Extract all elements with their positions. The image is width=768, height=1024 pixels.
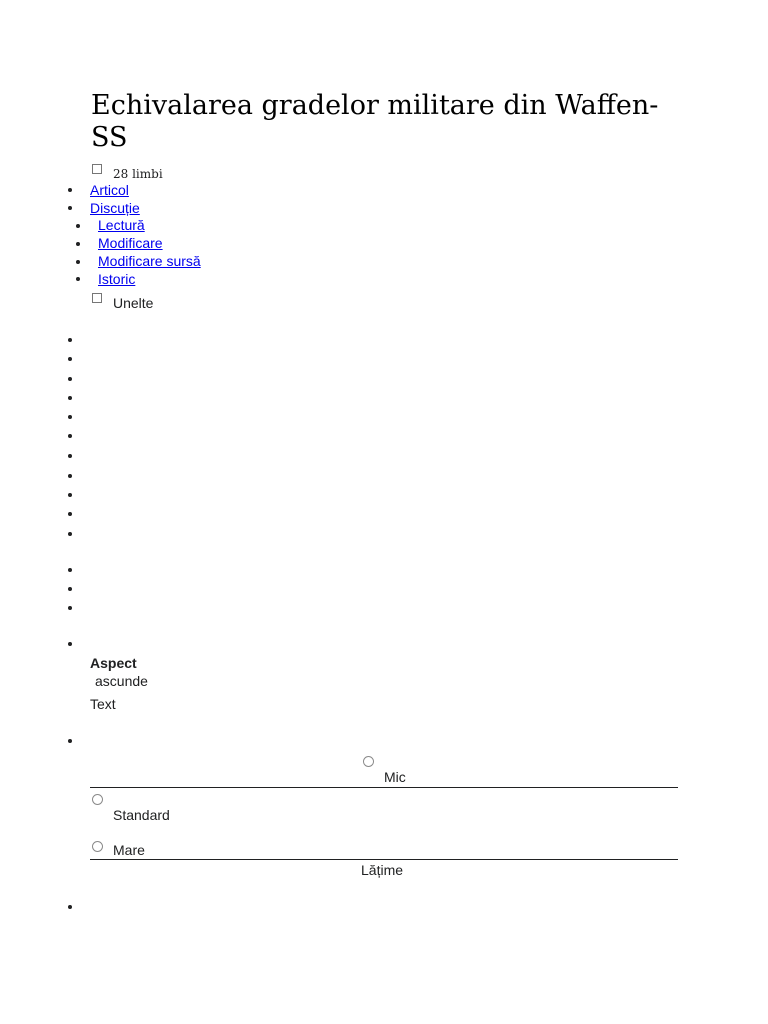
tools-label[interactable]: Unelte <box>113 295 154 311</box>
list-bullet <box>68 905 72 909</box>
list-bullet <box>68 642 72 646</box>
languages-label[interactable]: 28 limbi <box>113 167 163 181</box>
divider <box>90 859 678 860</box>
text-size-standard-radio[interactable] <box>92 794 103 805</box>
list-bullet <box>68 587 72 591</box>
text-size-small-label[interactable]: Mic <box>384 769 406 785</box>
divider <box>90 787 678 788</box>
width-section-label: Lățime <box>361 862 404 878</box>
list-bullet <box>68 739 72 743</box>
text-size-large-radio[interactable] <box>92 841 103 852</box>
list-bullet <box>68 338 72 342</box>
list-bullet <box>76 242 80 246</box>
text-size-standard-label[interactable]: Standard <box>113 807 170 823</box>
list-bullet <box>76 260 80 264</box>
appearance-heading: Aspect <box>90 655 137 671</box>
list-bullet <box>68 377 72 381</box>
tools-toggle-checkbox[interactable] <box>92 293 102 303</box>
list-bullet <box>68 396 72 400</box>
page-title: Echivalarea gradelor militare din Waffen-SS <box>91 90 659 153</box>
list-bullet <box>68 415 72 419</box>
text-size-small-radio[interactable] <box>363 756 374 767</box>
list-bullet <box>68 512 72 516</box>
appearance-hide-button[interactable]: ascunde <box>95 673 148 689</box>
tab-history[interactable]: Istoric <box>98 271 136 287</box>
languages-toggle-checkbox[interactable] <box>92 164 102 174</box>
text-section-label: Text <box>90 696 116 712</box>
list-bullet <box>68 532 72 536</box>
tab-discussion[interactable]: Discuție <box>90 200 140 216</box>
tab-edit[interactable]: Modificare <box>98 235 163 251</box>
list-bullet <box>68 206 72 210</box>
list-bullet <box>68 357 72 361</box>
list-bullet <box>68 454 72 458</box>
list-bullet <box>68 474 72 478</box>
list-bullet <box>68 188 72 192</box>
list-bullet <box>68 606 72 610</box>
tab-read[interactable]: Lectură <box>98 217 145 233</box>
tab-edit-source[interactable]: Modificare sursă <box>98 253 201 269</box>
list-bullet <box>76 224 80 228</box>
text-size-large-label[interactable]: Mare <box>113 842 145 858</box>
list-bullet <box>68 493 72 497</box>
list-bullet <box>68 568 72 572</box>
list-bullet <box>68 434 72 438</box>
list-bullet <box>76 277 80 281</box>
tab-article[interactable]: Articol <box>90 182 129 198</box>
